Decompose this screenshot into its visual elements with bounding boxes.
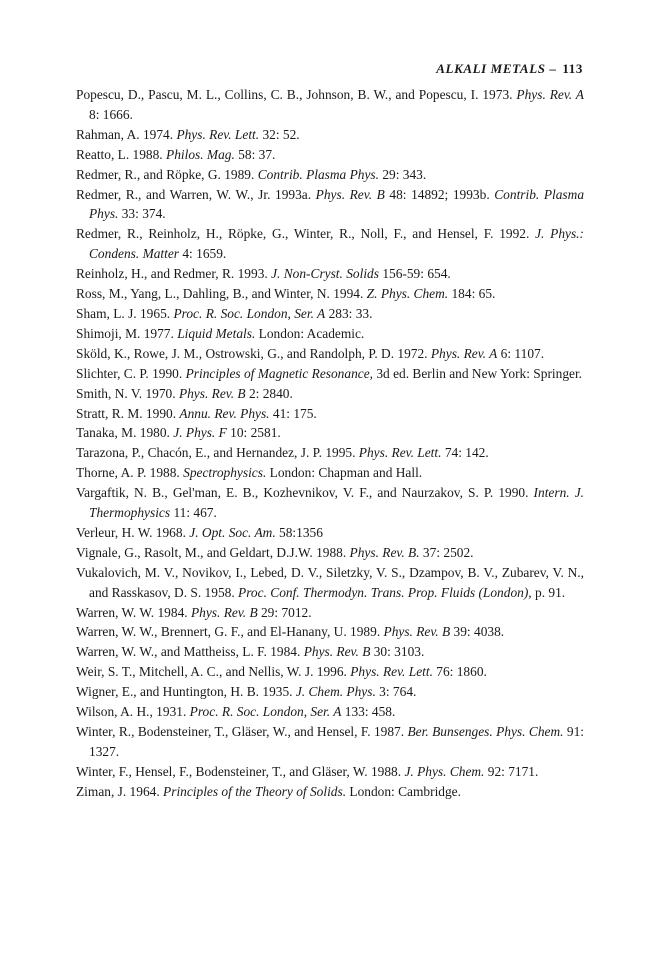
reference-text: Winter, R., Bodensteiner, T., Gläser, W., and Hensel, F. 1987.: [76, 724, 408, 739]
reference-text: 29: 343.: [378, 166, 427, 182]
reference-text: Tarazona, P., Chacón, E., and Hernandez, J. P. 1995.: [76, 445, 359, 461]
running-head-separator: –: [549, 61, 557, 76]
reference-entry: [76, 304, 584, 324]
reference-entry: [76, 622, 584, 642]
reference-text: Warren, W. W. 1984.: [76, 604, 191, 620]
reference-entry: [76, 483, 584, 523]
reference-source-title: Intern. J. Thermophysics: [89, 485, 584, 521]
reference-source-title: Annu. Rev. Phys.: [179, 405, 270, 421]
reference-text: 2: 2840.: [245, 385, 293, 401]
reference-text: Ziman, J. 1964.: [76, 783, 164, 799]
reference-text: London: Academic.: [255, 325, 365, 341]
reference-text: Rahman, A. 1974.: [76, 126, 177, 142]
reference-source-title: Contrib. Plasma Phys.: [257, 166, 379, 182]
reference-text: 11: 467.: [170, 505, 217, 521]
reference-entry: [76, 264, 584, 284]
reference-text: 184: 65.: [448, 286, 496, 302]
reference-entry: [76, 423, 584, 443]
reference-source-title: Phys. Rev. Lett.: [176, 126, 260, 142]
reference-source-title: Phys. Rev. B.: [349, 544, 420, 560]
reference-source-title: Proc. Conf. Thermodyn. Trans. Prop. Fluids (London),: [238, 584, 532, 600]
reference-list: [76, 85, 584, 802]
reference-text: 156-59: 654.: [378, 266, 451, 282]
reference-text: 8: 1666.: [89, 106, 133, 122]
reference-text: 48: 14892; 1993b.: [384, 186, 495, 202]
reference-text: Thorne, A. P. 1988.: [76, 465, 184, 481]
reference-entry: [76, 662, 584, 682]
reference-source-title: Spectrophysics.: [183, 465, 267, 481]
reference-text: 91: 1327.: [89, 724, 584, 759]
reference-entry: [76, 404, 584, 424]
reference-entry: [76, 762, 584, 782]
reference-text: London: Chapman and Hall.: [266, 465, 423, 481]
reference-source-title: Phys. Rev. B: [190, 604, 258, 620]
reference-text: Vukalovich, M. V., Novikov, I., Lebed, D. V., Siletzky, V. S., Dzampov, B. V., Zubarev, V. N., and Rasskasov, D. S. 1958.: [76, 564, 584, 600]
reference-source-title: Phys. Rev. Lett.: [358, 445, 442, 461]
reference-text: 10: 2581.: [226, 425, 281, 441]
reference-source-title: Proc. R. Soc. London, Ser. A: [189, 704, 342, 720]
reference-source-title: J. Phys. Chem.: [404, 763, 485, 779]
reference-text: 133: 458.: [341, 704, 396, 720]
reference-source-title: Phys. Rev. A: [516, 87, 584, 102]
reference-source-title: Proc. R. Soc. London, Ser. A: [173, 305, 326, 321]
reference-source-title: J. Phys.: Condens. Matter: [89, 226, 584, 262]
reference-source-title: J. Non-Cryst. Solids: [271, 266, 379, 282]
reference-entry: [76, 782, 584, 802]
running-head: [436, 61, 583, 77]
reference-text: 4: 1659.: [179, 246, 227, 262]
reference-text: 30: 3103.: [370, 644, 425, 660]
reference-source-title: Principles of the Theory of Solids.: [163, 783, 347, 799]
reference-text: London: Cambridge.: [346, 783, 461, 799]
reference-entry: [76, 523, 584, 543]
reference-entry: [76, 284, 584, 304]
reference-source-title: Phys. Rev. A: [430, 345, 498, 361]
reference-source-title: Phys. Rev. B: [315, 186, 385, 202]
reference-text: 37: 2502.: [419, 544, 474, 560]
reference-text: Winter, F., Hensel, F., Bodensteiner, T., and Gläser, W. 1988.: [76, 763, 405, 779]
page-number: 113: [562, 61, 583, 76]
reference-text: 6: 1107.: [497, 345, 545, 361]
reference-text: Warren, W. W., Brennert, G. F., and El-Hanany, U. 1989.: [76, 624, 384, 640]
reference-text: Stratt, R. M. 1990.: [76, 405, 180, 421]
reference-text: Sköld, K., Rowe, J. M., Ostrowski, G., and Randolph, P. D. 1972.: [76, 345, 431, 361]
reference-text: Smith, N. V. 1970.: [76, 385, 179, 401]
reference-text: Weir, S. T., Mitchell, A. C., and Nellis, W. J. 1996.: [76, 664, 351, 680]
reference-text: Popescu, D., Pascu, M. L., Collins, C. B., Johnson, B. W., and Popescu, I. 1973.: [76, 87, 517, 102]
reference-text: Vignale, G., Rasolt, M., and Geldart, D.J.W. 1988.: [76, 544, 350, 560]
reference-source-title: Phys. Rev. B: [178, 385, 246, 401]
reference-source-title: Contrib. Plasma Phys.: [89, 186, 585, 222]
reference-entry: [76, 702, 584, 722]
reference-source-title: Principles of Magnetic Resonance,: [185, 365, 373, 381]
reference-source-title: J. Phys. F: [173, 425, 227, 441]
reference-text: Slichter, C. P. 1990.: [76, 365, 186, 381]
reference-source-title: Liquid Metals.: [177, 325, 256, 341]
reference-text: 58:1356: [275, 524, 323, 540]
reference-text: p. 91.: [531, 584, 566, 600]
reference-source-title: J. Opt. Soc. Am.: [189, 524, 276, 540]
reference-text: 39: 4038.: [450, 624, 505, 640]
reference-entry: [76, 642, 584, 662]
reference-text: 41: 175.: [269, 405, 317, 421]
reference-text: Redmer, R., and Warren, W. W., Jr. 1993a.: [76, 186, 316, 202]
reference-text: Reatto, L. 1988.: [76, 146, 167, 162]
reference-text: 33: 374.: [118, 206, 166, 222]
reference-text: Sham, L. J. 1965.: [76, 305, 174, 321]
reference-entry: [76, 185, 584, 225]
reference-entry: [76, 603, 584, 623]
reference-entry: [76, 364, 584, 384]
reference-text: Verleur, H. W. 1968.: [76, 524, 190, 540]
reference-source-title: Phys. Rev. B: [303, 644, 371, 660]
reference-source-title: Z. Phys. Chem.: [366, 286, 449, 302]
reference-entry: [76, 145, 584, 165]
reference-entry: [76, 165, 584, 185]
reference-source-title: Ber. Bunsenges. Phys. Chem.: [407, 724, 564, 739]
reference-entry: [76, 224, 584, 264]
reference-text: Vargaftik, N. B., Gel'man, E. B., Kozhevnikov, V. F., and Naurzakov, S. P. 1990.: [76, 485, 534, 501]
reference-entry: [76, 682, 584, 702]
reference-text: 58: 37.: [234, 146, 276, 162]
reference-text: Reinholz, H., and Redmer, R. 1993.: [76, 266, 272, 282]
reference-text: 29: 7012.: [257, 604, 312, 620]
reference-entry: [76, 344, 584, 364]
reference-source-title: Phys. Rev. Lett.: [350, 664, 433, 680]
running-title: ALKALI METALS: [436, 61, 546, 76]
reference-entry: [76, 543, 584, 563]
reference-source-title: Phys. Rev. B: [383, 624, 451, 640]
reference-text: Shimoji, M. 1977.: [76, 325, 178, 341]
reference-text: 74: 142.: [441, 445, 489, 461]
reference-text: 92: 7171.: [484, 763, 539, 779]
reference-text: 3: 764.: [375, 684, 417, 700]
reference-entry: [76, 463, 584, 483]
reference-text: Redmer, R., and Röpke, G. 1989.: [76, 166, 258, 182]
reference-text: Wilson, A. H., 1931.: [76, 704, 190, 720]
reference-text: Redmer, R., Reinholz, H., Röpke, G., Winter, R., Noll, F., and Hensel, F. 1992.: [76, 226, 536, 242]
reference-text: Wigner, E., and Huntington, H. B. 1935.: [76, 684, 296, 700]
reference-text: 32: 52.: [259, 126, 300, 142]
reference-entry: [76, 563, 584, 603]
reference-text: Warren, W. W., and Mattheiss, L. F. 1984.: [76, 644, 304, 660]
reference-text: 3d ed. Berlin and New York: Springer.: [373, 365, 583, 381]
reference-text: 76: 1860.: [432, 664, 487, 680]
reference-entry: [76, 324, 584, 344]
reference-entry: [76, 384, 584, 404]
reference-text: Ross, M., Yang, L., Dahling, B., and Winter, N. 1994.: [76, 286, 367, 302]
reference-text: Tanaka, M. 1980.: [76, 425, 174, 441]
reference-text: 283: 33.: [325, 305, 373, 321]
reference-source-title: J. Chem. Phys.: [295, 684, 376, 700]
reference-entry: [76, 125, 584, 145]
reference-entry: [76, 85, 584, 125]
reference-source-title: Philos. Mag.: [166, 146, 235, 162]
reference-entry: [76, 722, 584, 762]
reference-entry: [76, 443, 584, 463]
